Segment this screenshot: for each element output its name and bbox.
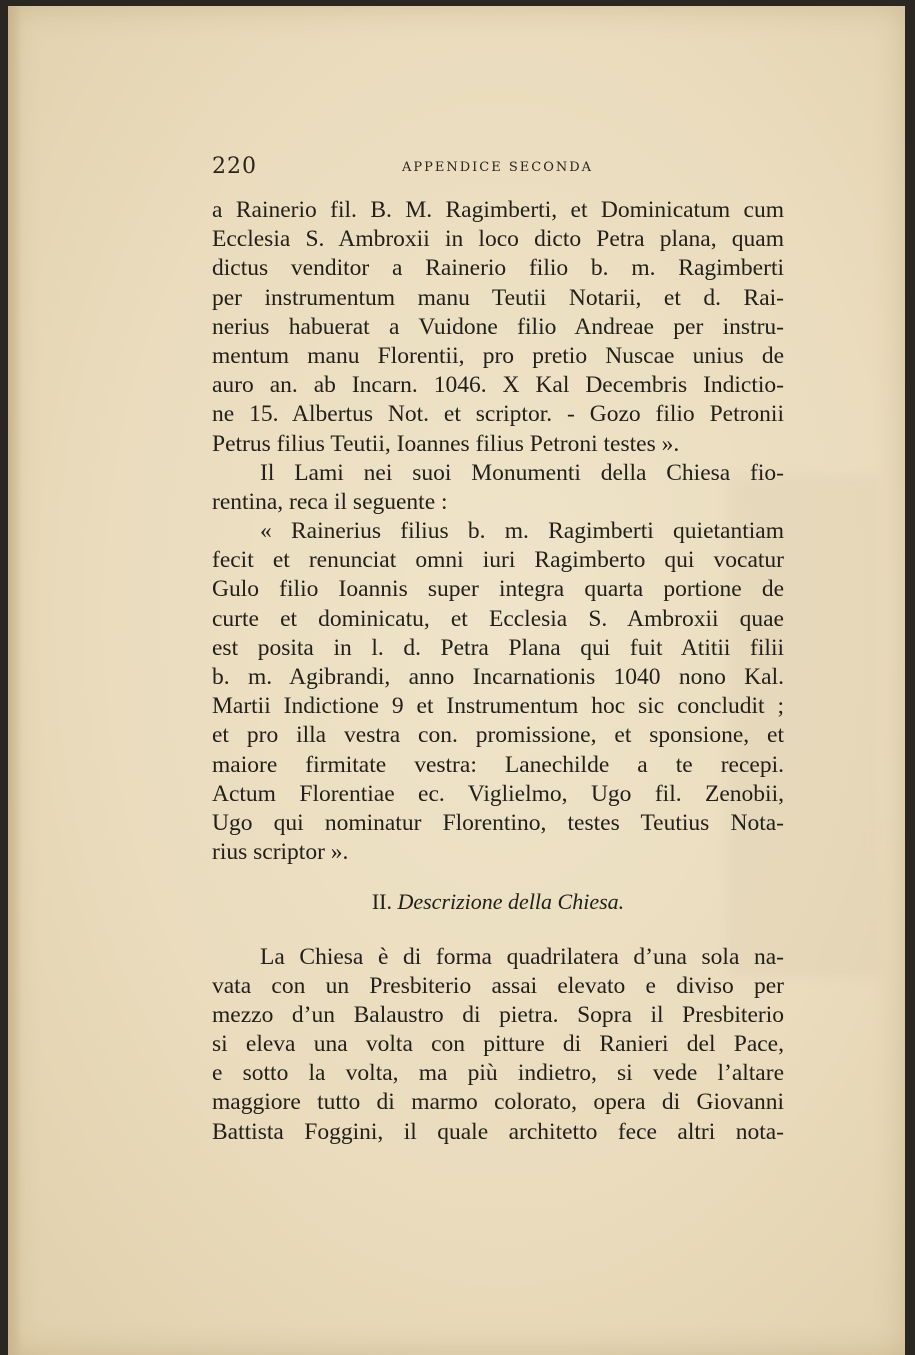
- text-line: si eleva una volta con pitture di Ranieri del Pace,: [212, 1031, 784, 1058]
- text-line: « Rainerius filius b. m. Ragimberti quietantiam: [260, 518, 784, 545]
- text-line: Ugo qui nominatur Florentino, testes Teutius Nota-: [212, 809, 784, 836]
- text-line: auro an. ab Incarn. 1046. X Kal Decembris Indictio-: [212, 372, 784, 399]
- text-line: et pro illa vestra con. promissione, et sponsione, et: [212, 722, 784, 749]
- text-line: rius scriptor ».: [212, 839, 349, 866]
- page-number: 220: [212, 154, 257, 179]
- paragraph-1: [212, 196, 784, 459]
- text-line: Gulo filio Ioannis super integra quarta portione de: [212, 576, 784, 603]
- paragraph-3-quotation: [212, 517, 784, 867]
- text-line: Ecclesia S. Ambroxii in loco dicto Petra plana, quam: [212, 226, 784, 253]
- text-line: fecit et renunciat omni iuri Ragimberto qui vocatur: [212, 547, 784, 574]
- text-line: Petrus filius Teutii, Ioannes filius Petroni testes ».: [212, 430, 680, 457]
- paragraph-2: [212, 459, 784, 517]
- text-line: maiore firmitate vestra: Lanechilde a te recepi.: [212, 751, 784, 778]
- text-line: Battista Foggini, il quale architetto fece altri nota-: [212, 1118, 784, 1145]
- text-line: curte et dominicatu, et Ecclesia S. Ambroxii quae: [212, 605, 784, 632]
- running-head: APPENDICE SECONDA: [402, 160, 594, 175]
- text-line: mentum manu Florentii, pro pretio Nuscae unius de: [212, 342, 784, 369]
- paragraph-4: [212, 943, 784, 1147]
- text-line: nerius habuerat a Vuidone filio Andreae per instru-: [212, 313, 784, 340]
- text-line: La Chiesa è di forma quadrilatera d’una sola na-: [260, 943, 784, 970]
- text-line: Actum Florentiae ec. Viglielmo, Ugo fil. Zenobii,: [212, 780, 784, 807]
- section-number: II.: [371, 889, 392, 915]
- text-line: maggiore tutto di marmo colorato, opera di Giovanni: [212, 1089, 784, 1116]
- text-line: Martii Indictione 9 et Instrumentum hoc sic concludit ;: [212, 693, 784, 720]
- section-heading: [212, 887, 784, 916]
- text-line: est posita in l. d. Petra Plana qui fuit Atitii filii: [212, 634, 784, 661]
- text-line: a Rainerio fil. B. M. Ragimberti, et Dominicatum cum: [212, 197, 784, 223]
- page-header: [212, 154, 782, 186]
- text-line: rentina, reca il seguente :: [212, 488, 448, 515]
- text-line: per instrumentum manu Teutii Notarii, et d. Rai-: [212, 284, 784, 311]
- text-line: vata con un Presbiterio assai elevato e diviso per: [212, 972, 784, 999]
- text-line: ne 15. Albertus Not. et scriptor. - Gozo filio Petronii: [212, 401, 784, 428]
- text-line: b. m. Agibrandi, anno Incarnationis 1040 nono Kal.: [212, 664, 784, 690]
- text-line: e sotto la volta, ma più indietro, si vede l’altare: [212, 1060, 784, 1087]
- body-text: [212, 196, 784, 1147]
- text-line: Il Lami nei suoi Monumenti della Chiesa fio-: [260, 459, 784, 486]
- text-line: mezzo d’un Balaustro di pietra. Sopra il Presbiterio: [212, 1001, 784, 1028]
- section-title: Descrizione della Chiesa.: [397, 889, 625, 915]
- book-page: [8, 6, 905, 1355]
- text-line: dictus venditor a Rainerio filio b. m. Ragimberti: [212, 255, 784, 282]
- page-spine-shadow: [8, 6, 22, 1355]
